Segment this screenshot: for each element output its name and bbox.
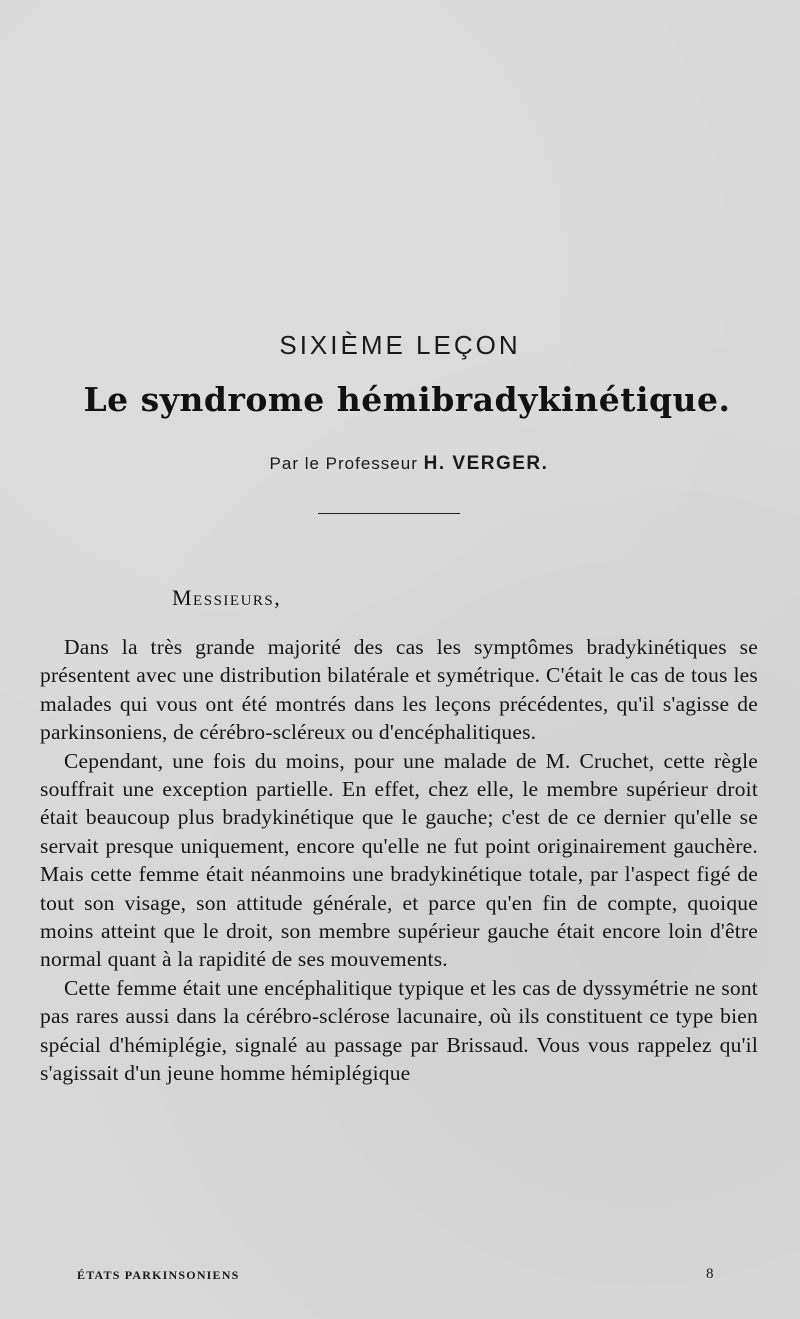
paragraph: Cette femme était une encéphalitique typique et les cas de dyssymétrie ne sont pas rares aussi dans la cérébro-sclérose lacunaire, où ils constituent ce type bien spécial d'hémiplégie, signalé au passage par Brissaud. Vous vous rappelez qu'il s'agissait d'un jeune homme hémiplégique bbox=[40, 975, 758, 1086]
byline bbox=[0, 453, 800, 475]
author-name: H. VERGER. bbox=[423, 453, 549, 474]
lecture-title: Le syndrome hémibradykinétique. bbox=[83, 380, 731, 419]
running-footer-title: ÉTATS PARKINSONIENS bbox=[77, 1268, 240, 1282]
page-number: 8 bbox=[706, 1266, 714, 1282]
paragraph: Cependant, une fois du moins, pour une malade de M. Cruchet, cette règle souffrait une exception partielle. En effet, chez elle, le membre supérieur droit était beaucoup plus bradykinétique que le gauche; c'est de ce dernier qu'elle se servait presque uniquement, encore qu'elle ne fut point originairement gauchère. Mais cette femme était néanmoins une bradykinétique totale, par l'aspect figé de tout son visage, son attitude générale, et parce qu'en fin de compte, quoique moins atteint que le droit, son membre supérieur gauche était encore loin d'être normal quant à la rapidité de ses mouvements. bbox=[40, 748, 758, 972]
section-divider bbox=[318, 513, 460, 514]
body-text bbox=[40, 633, 758, 1088]
lecture-number: SIXIÈME LEÇON bbox=[279, 330, 521, 360]
salutation: Messieurs, bbox=[172, 585, 282, 610]
paragraph: Dans la très grande majorité des cas les symptômes bradykinétiques se présentent avec une distribution bilatérale et symétrique. C'était le cas de tous les malades qui vous ont été montrés dans les leçons précédentes, qu'il s'agisse de parkinsoniens, de cérébro-scléreux ou d'encéphalitiques. bbox=[40, 635, 758, 745]
byline-prefix: Par le Professeur bbox=[269, 454, 418, 473]
page-footer bbox=[0, 1266, 800, 1290]
